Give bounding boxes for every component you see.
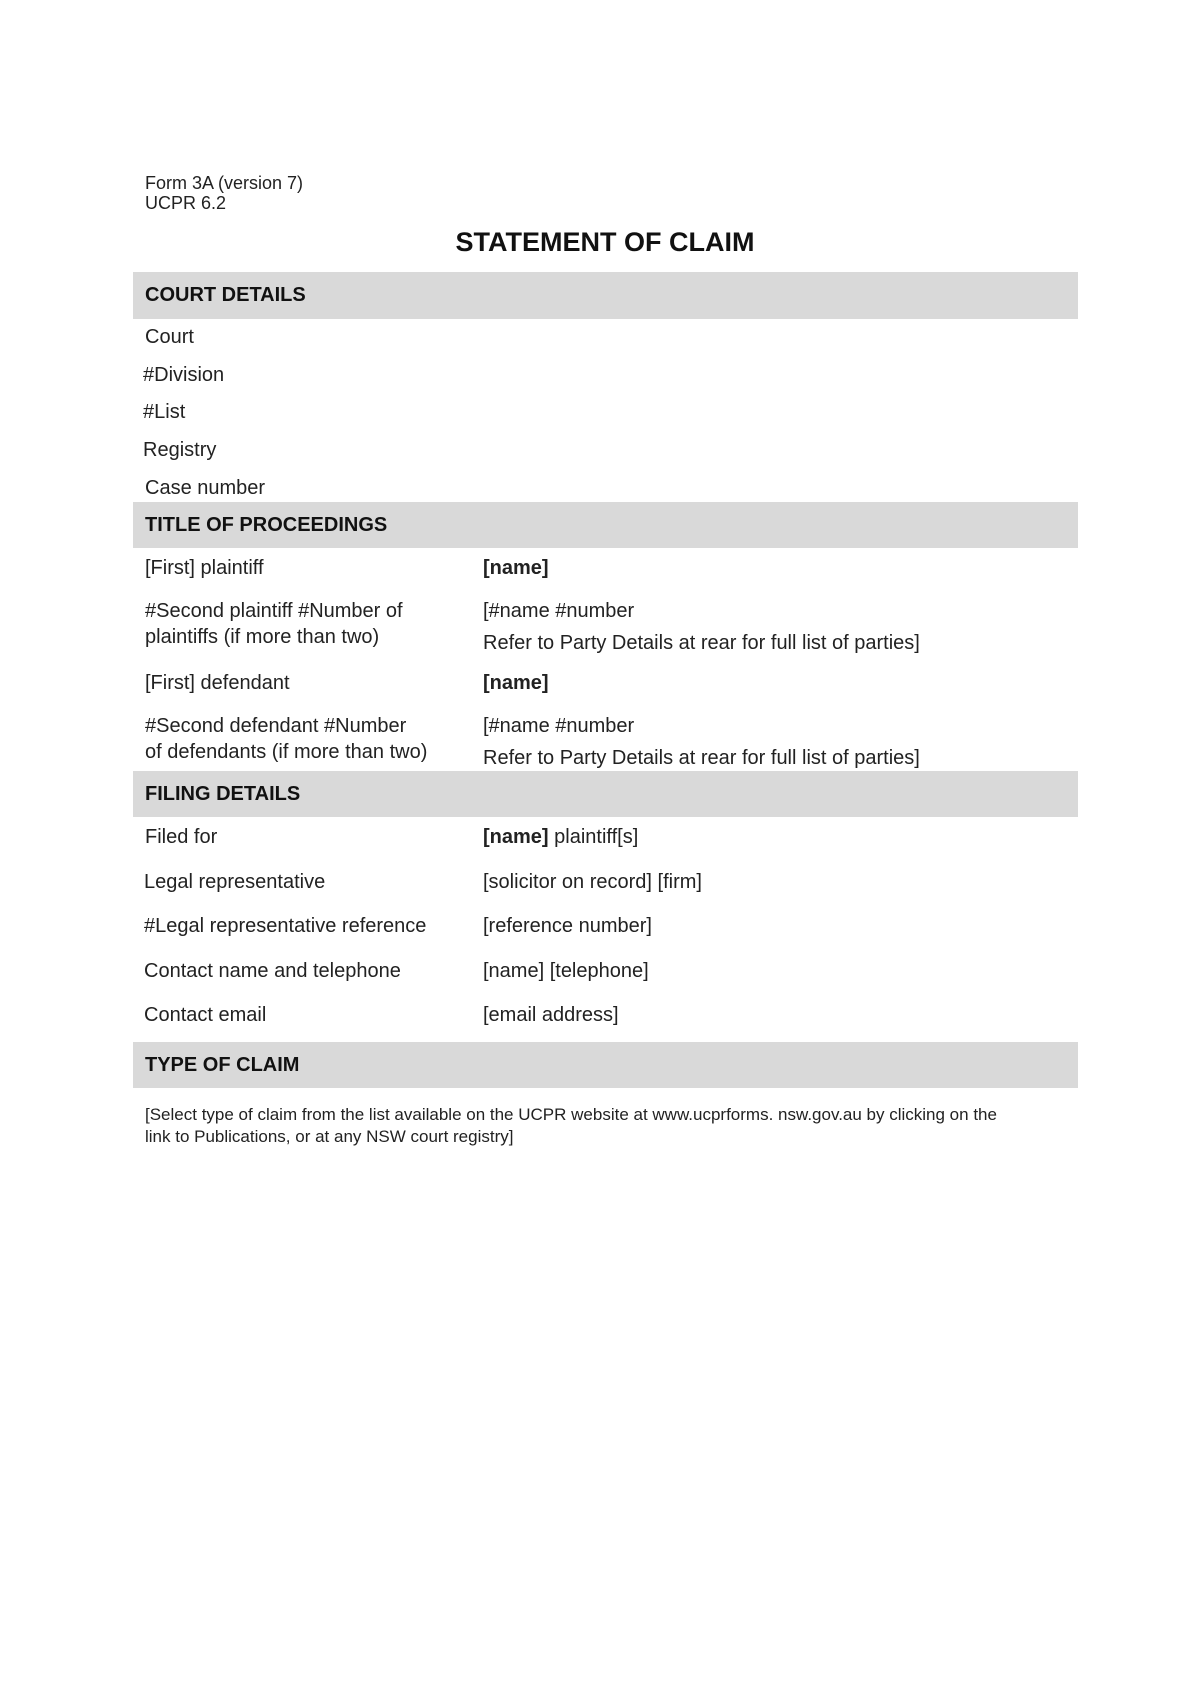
first-defendant-value: [name]: [483, 672, 549, 694]
legal-representative-reference-label: #Legal representative reference: [144, 915, 427, 937]
section-heading: FILING DETAILS: [145, 782, 301, 805]
second-plaintiff-value: [483, 595, 920, 659]
first-plaintiff-value: [name]: [483, 557, 549, 579]
first-defendant-label: [First] defendant: [145, 672, 290, 694]
note-line: link to Publications, or at any NSW court registry]: [145, 1127, 514, 1146]
field-division: #Division: [143, 364, 225, 386]
second-defendant-value: [483, 710, 920, 774]
section-heading: COURT DETAILS: [145, 284, 306, 306]
section-filing-details: [133, 771, 1078, 817]
value-line: Refer to Party Details at rear for full list of parties]: [483, 747, 920, 769]
section-heading: TITLE OF PROCEEDINGS: [145, 513, 388, 536]
form-meta: [145, 173, 303, 213]
document-title: STATEMENT OF CLAIM: [455, 227, 755, 257]
field-court: Court: [145, 326, 194, 348]
field-list: #List: [143, 401, 186, 423]
note-line: [Select type of claim from the list available on the UCPR website at www.ucprforms. nsw.gov.au by clicking on the: [145, 1105, 997, 1124]
type-of-claim-note: [145, 1104, 1075, 1148]
value-line: Refer to Party Details at rear for full list of parties]: [483, 632, 920, 654]
second-defendant-label: [145, 713, 427, 765]
form-version: Form 3A (version 7): [145, 173, 304, 193]
label-line: #Second defendant #Number: [145, 715, 407, 737]
legal-representative-label: Legal representative: [144, 871, 326, 893]
filed-for-value: [483, 821, 638, 853]
contact-email-value: [email address]: [483, 1004, 619, 1026]
section-title-of-proceedings: [133, 502, 1078, 548]
filed-for-name: [name]: [483, 826, 549, 848]
contact-name-label: Contact name and telephone: [144, 960, 401, 982]
field-registry: Registry: [143, 439, 217, 461]
filed-for-party: plaintiff[s]: [548, 826, 639, 848]
label-line: of defendants (if more than two): [145, 741, 428, 763]
second-plaintiff-label: [145, 598, 403, 650]
value-line: [#name #number: [483, 600, 635, 622]
contact-email-label: Contact email: [144, 1004, 267, 1026]
contact-name-value: [name] [telephone]: [483, 960, 649, 982]
first-plaintiff-label: [First] plaintiff: [145, 557, 264, 579]
legal-representative-reference-value: [reference number]: [483, 915, 652, 937]
field-case-number: Case number: [145, 477, 266, 499]
section-heading: TYPE OF CLAIM: [145, 1053, 300, 1076]
label-line: #Second plaintiff #Number of: [145, 600, 403, 622]
section-court-details: [133, 272, 1078, 319]
section-type-of-claim: [133, 1042, 1078, 1088]
legal-representative-value: [solicitor on record] [firm]: [483, 871, 702, 893]
filed-for-label: Filed for: [145, 826, 218, 848]
form-rule: UCPR 6.2: [145, 193, 227, 213]
value-line: [#name #number: [483, 715, 635, 737]
label-line: plaintiffs (if more than two): [145, 626, 380, 648]
